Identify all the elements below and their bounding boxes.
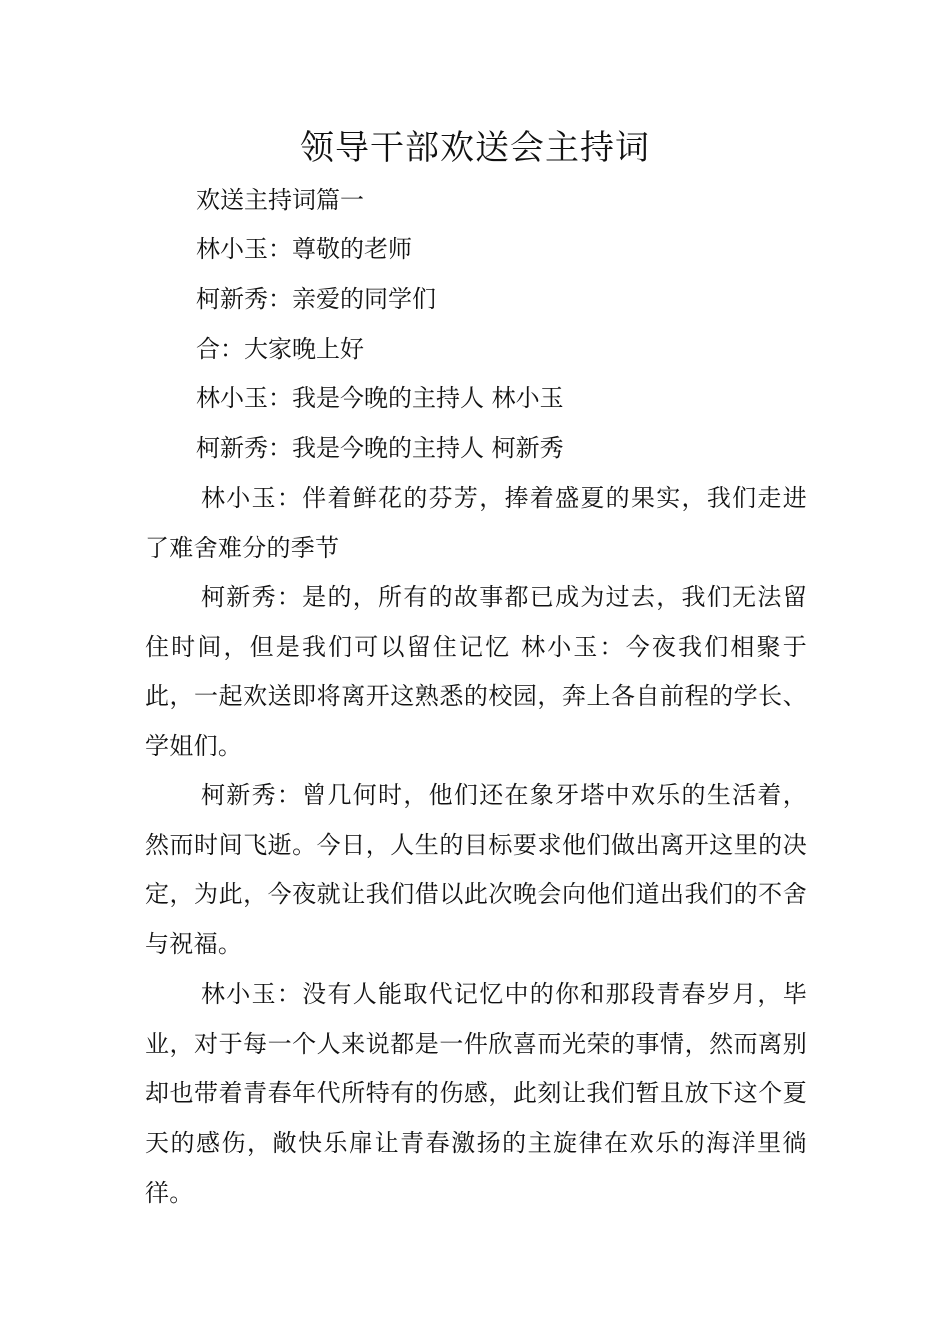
dialogue-paragraph: 林小玉：没有人能取代记忆中的你和那段青春岁月，毕业，对于每一个人来说都是一件欣喜而光荣的事情，然而离别却也带着青春年代所特有的伤感，此刻让我们暂且放下这个夏天的感伤，敞快乐扉让青春激扬的主旋律在欢乐的海洋里徜徉。 xyxy=(145,980,807,1207)
dialogue-line: 林小玉：尊敬的老师 xyxy=(196,235,412,263)
dialogue-paragraph: 柯新秀：是的，所有的故事都已成为过去，我们无法留住时间，但是我们可以留住记忆 林小玉：今夜我们相聚于此，一起欢送即将离开这熟悉的校园，奔上各自前程的学长、学姐们。 xyxy=(145,583,807,761)
section-heading: 欢送主持词篇一 xyxy=(196,186,364,214)
dialogue-line: 柯新秀：亲爱的同学们 xyxy=(196,285,436,313)
dialogue-paragraph: 柯新秀：曾几何时，他们还在象牙塔中欢乐的生活着，然而时间飞逝。今日，人生的目标要求他们做出离开这里的决定，为此，今夜就让我们借以此次晚会向他们道出我们的不舍与祝福。 xyxy=(145,781,807,959)
dialogue-line: 合：大家晚上好 xyxy=(196,335,364,363)
dialogue-line: 林小玉：我是今晚的主持人 林小玉 xyxy=(196,384,564,412)
dialogue-paragraph: 林小玉：伴着鲜花的芬芳，捧着盛夏的果实，我们走进了难舍难分的季节 xyxy=(145,484,807,562)
document-title: 领导干部欢送会主持词 xyxy=(300,128,650,168)
dialogue-line: 柯新秀：我是今晚的主持人 柯新秀 xyxy=(196,434,564,462)
